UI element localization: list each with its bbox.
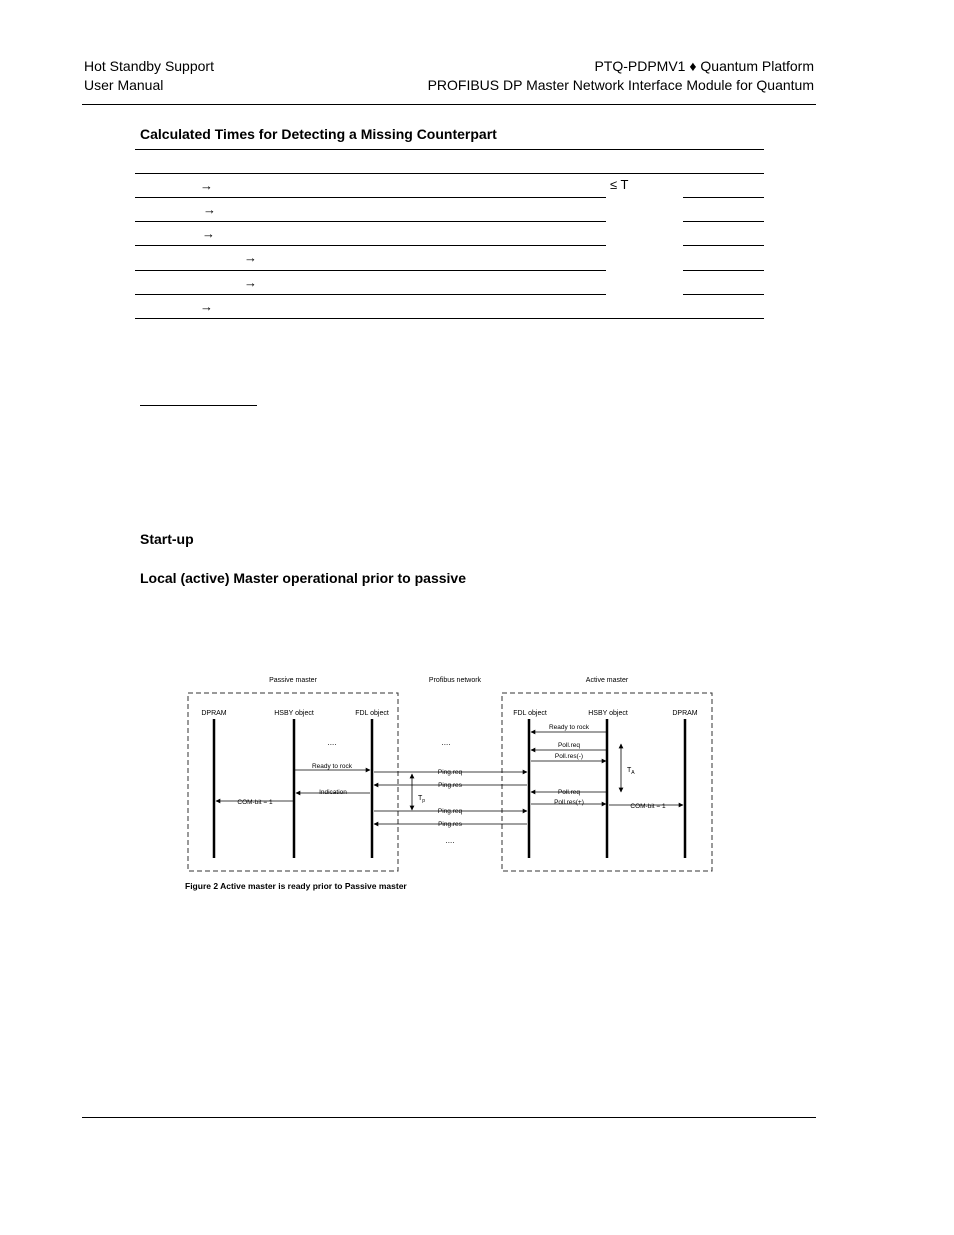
row-arrow: → [202, 226, 215, 241]
row-rule [135, 270, 606, 271]
header-rule [82, 104, 816, 105]
footnote-separator [140, 405, 257, 406]
section-heading-startup: Start-up [140, 531, 194, 547]
msg-ping-req-2-label: Ping.req [437, 808, 463, 815]
row-arrow: → [200, 178, 213, 193]
passive-master-label: Passive master [269, 677, 317, 684]
passive-dpram-label: DPRAM [201, 710, 227, 717]
header-product-desc: PROFIBUS DP Master Network Interface Module for Quantum [427, 77, 814, 93]
table-top-rule [135, 149, 764, 150]
ellipsis-network-bottom: .... [445, 836, 455, 845]
msg-ping-res-2-label: Ping.res [438, 821, 462, 828]
active-hsby-label: HSBY object [588, 710, 628, 717]
row-rule [135, 245, 606, 246]
msg-com-bit-passive-label: COM-bit = 1 [237, 799, 273, 806]
row-arrow: → [200, 299, 213, 314]
header-product: PTQ-PDPMV1 ♦ Quantum Platform [594, 58, 814, 74]
header-left [84, 57, 214, 95]
msg-poll-res-pos-label: Poll.res(+) [554, 799, 584, 806]
row-rule [135, 294, 606, 295]
row-rule [135, 221, 606, 222]
section-heading-local-master: Local (active) Master operational prior to passive [140, 570, 466, 586]
msg-indication-label: Indication [319, 789, 347, 796]
tp-label: $T_p$ [418, 795, 426, 804]
row-arrow: → [244, 275, 257, 290]
msg-poll-req-1-label: Poll.req [557, 742, 581, 749]
ellipsis-network-top: .... [441, 738, 451, 747]
msg-poll-res-neg-label: Poll.res(-) [554, 753, 584, 760]
msg-poll-req-2-label: Poll.req [557, 789, 581, 796]
active-dpram-label: DPRAM [672, 710, 698, 717]
row-rule-right [683, 221, 764, 222]
msg-com-bit-active-label: COM-bit = 1 [630, 803, 666, 810]
ta-label: $T_A$ [627, 767, 635, 776]
table-title: Calculated Times for Detecting a Missing Counterpart [140, 126, 497, 142]
row-rule-right [683, 245, 764, 246]
active-master-label: Active master [585, 677, 629, 684]
footer-rule [82, 1117, 816, 1118]
sequence-diagram [180, 668, 725, 900]
msg-ready-to-rock-active-label: Ready to rock [548, 724, 590, 731]
table-header-rule [135, 173, 764, 174]
passive-fdl-label: FDL object [355, 710, 389, 717]
header-section-title: Hot Standby Support [84, 58, 214, 74]
row-le-t: ≤ T [610, 177, 629, 192]
active-fdl-label: FDL object [513, 710, 547, 717]
row-rule-right [683, 270, 764, 271]
row-arrow: → [244, 250, 257, 265]
row-rule-right [683, 294, 764, 295]
msg-ping-req-1-label: Ping.req [437, 769, 463, 776]
msg-ready-to-rock-passive-label: Ready to rock [311, 763, 353, 770]
header-doc-type: User Manual [84, 77, 164, 93]
passive-hsby-label: HSBY object [274, 710, 314, 717]
row-rule [135, 197, 606, 198]
table-bottom-rule [135, 318, 764, 319]
msg-ping-res-1-label: Ping.res [438, 782, 462, 789]
profibus-network-label: Profibus network [428, 677, 482, 684]
row-rule-right [683, 197, 764, 198]
header-right [428, 57, 814, 95]
ellipsis-passive: .... [327, 738, 337, 747]
figure-caption: Figure 2 Active master is ready prior to Passive master [185, 881, 407, 891]
row-arrow: → [203, 202, 216, 217]
